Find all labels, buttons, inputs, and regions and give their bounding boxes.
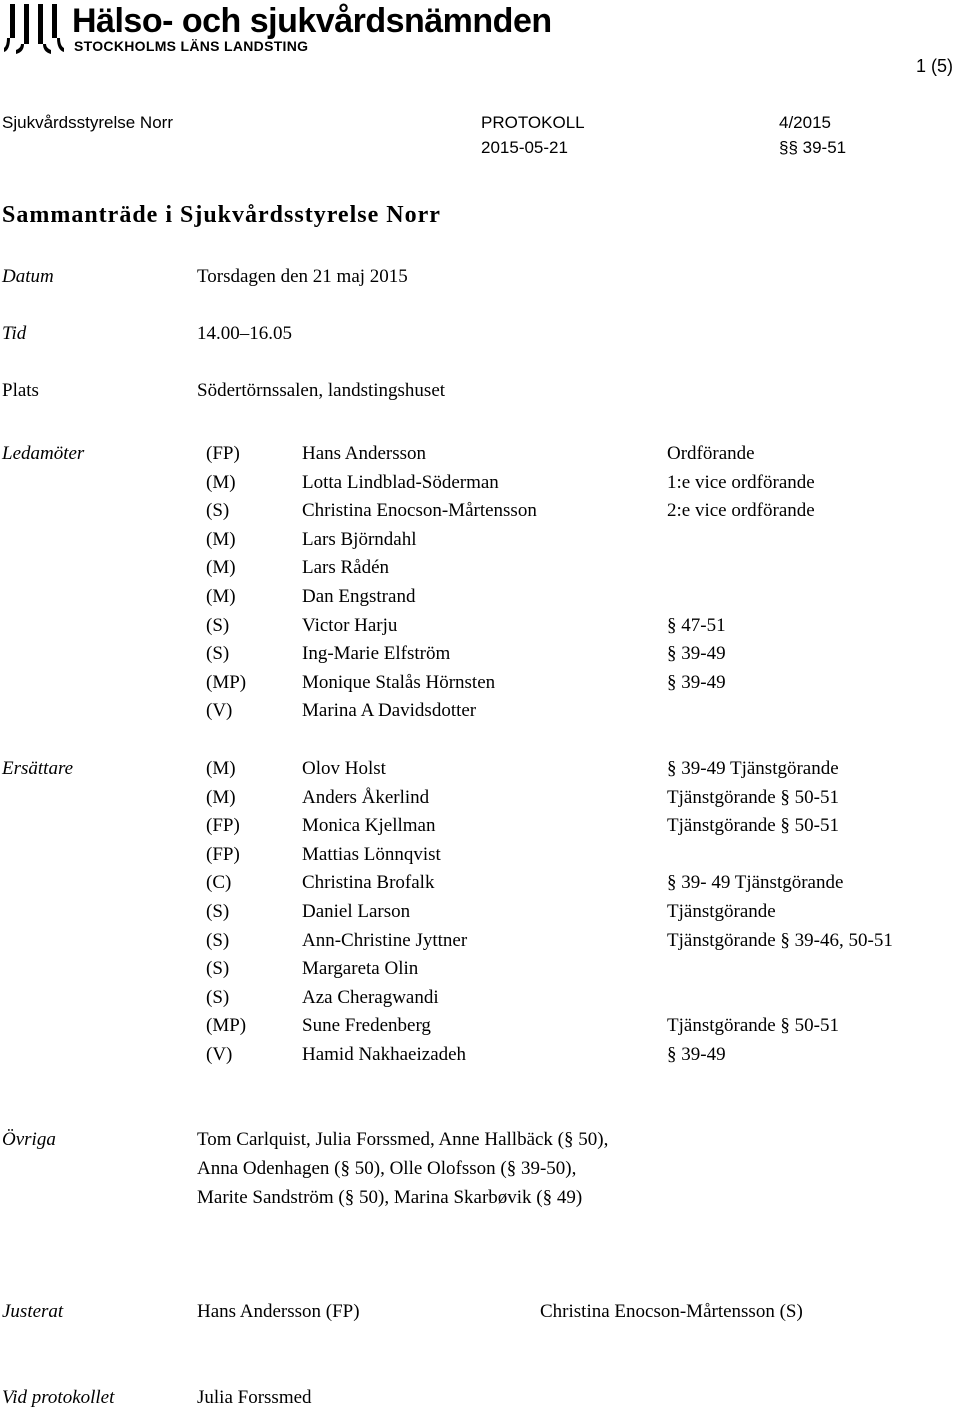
person-name: Lars Björndahl — [302, 528, 417, 550]
person-name: Monica Kjellman — [302, 815, 436, 837]
substitutes-label: Ersättare — [2, 758, 74, 779]
party-code: (C) — [206, 872, 232, 894]
table-row — [0, 844, 960, 872]
paragraph-range: §§ 39-51 — [779, 138, 847, 157]
date-value: Torsdagen den 21 maj 2015 — [197, 266, 408, 287]
party-code: (M) — [206, 471, 236, 493]
date-label: Datum — [2, 266, 54, 287]
table-row — [0, 700, 960, 728]
party-code: (M) — [206, 528, 236, 550]
others-label: Övriga — [2, 1129, 56, 1150]
party-code: (S) — [206, 929, 230, 951]
person-role: § 39-49 — [667, 1044, 726, 1065]
table-row — [0, 987, 960, 1015]
table-row — [0, 930, 960, 958]
recorder-label: Vid protokollet — [2, 1387, 115, 1408]
table-row — [0, 958, 960, 986]
table-row — [0, 758, 960, 786]
person-name: Hans Andersson — [302, 443, 427, 464]
person-role: Tjänstgörande § 50-51 — [667, 786, 840, 808]
table-row — [0, 1044, 960, 1072]
party-code: (V) — [206, 700, 233, 722]
table-row — [0, 472, 960, 500]
document-type: PROTOKOLL — [481, 113, 585, 132]
person-name: Dan Engstrand — [302, 586, 416, 607]
page-number: 1 (5) — [916, 56, 954, 76]
org-name: Hälso- och sjukvårdsnämnden — [72, 2, 552, 40]
person-role: 2:e vice ordförande — [667, 500, 815, 522]
person-role: § 39-49 — [667, 671, 726, 693]
page-title: Sammanträde i Sjukvårdsstyrelse Norr — [2, 202, 441, 228]
party-code: (FP) — [206, 443, 240, 464]
person-role: § 47-51 — [667, 614, 726, 636]
party-code: (MP) — [206, 1015, 247, 1037]
person-name: Hamid Nakhaeizadeh — [302, 1044, 467, 1065]
table-row — [0, 787, 960, 815]
person-name: Anders Åkerlind — [302, 786, 430, 808]
table-row — [0, 872, 960, 900]
committee-name: Sjukvårdsstyrelse Norr — [2, 113, 173, 132]
others-line: Marite Sandström (§ 50), Marina Skarbøvik (§ 49) — [197, 1187, 583, 1208]
party-code: (M) — [206, 786, 236, 808]
adjuster-first: Hans Andersson (FP) — [197, 1301, 360, 1322]
person-name: Marina A Davidsdotter — [302, 700, 477, 722]
person-name: Christina Brofalk — [302, 872, 435, 894]
table-row — [0, 529, 960, 557]
person-name: Ing-Marie Elfström — [302, 643, 451, 665]
sll-logo-icon — [4, 2, 66, 54]
party-code: (S) — [206, 901, 230, 922]
party-code: (FP) — [206, 843, 240, 865]
person-role: § 39-49 — [667, 643, 726, 665]
person-role: Tjänstgörande § 39-46, 50-51 — [667, 929, 893, 951]
party-code: (FP) — [206, 815, 240, 837]
document-number: 4/2015 — [779, 113, 831, 132]
person-role: Ordförande — [667, 443, 755, 464]
recorder-name: Julia Forssmed — [197, 1387, 312, 1408]
person-name: Lotta Lindblad-Söderman — [302, 471, 499, 493]
person-name: Sune Fredenberg — [302, 1015, 431, 1037]
table-row — [0, 643, 960, 671]
person-role: § 39-49 Tjänstgörande — [667, 758, 839, 779]
time-value: 14.00–16.05 — [197, 323, 292, 344]
person-name: Lars Rådén — [302, 557, 390, 579]
table-row — [0, 815, 960, 843]
table-row — [0, 615, 960, 643]
party-code: (V) — [206, 1044, 233, 1065]
table-row — [0, 1015, 960, 1043]
members-label: Ledamöter — [2, 443, 85, 464]
others-line: Tom Carlquist, Julia Forssmed, Anne Hallbäck (§ 50), — [197, 1129, 609, 1150]
person-name: Aza Cheragwandi — [302, 986, 439, 1008]
party-code: (S) — [206, 958, 230, 980]
person-name: Olov Holst — [302, 758, 386, 779]
party-code: (S) — [206, 614, 230, 636]
adjusted-label: Justerat — [2, 1301, 64, 1322]
party-code: (S) — [206, 986, 230, 1008]
time-label: Tid — [2, 323, 27, 344]
table-row — [0, 443, 960, 471]
person-name: Ann-Christine Jyttner — [302, 929, 468, 951]
party-code: (S) — [206, 500, 230, 522]
person-name: Daniel Larson — [302, 901, 411, 922]
document-date: 2015-05-21 — [481, 138, 568, 157]
adjuster-second: Christina Enocson-Mårtensson (S) — [540, 1301, 803, 1322]
person-role: Tjänstgörande § 50-51 — [667, 1015, 840, 1037]
person-role: Tjänstgörande § 50-51 — [667, 815, 840, 837]
person-name: Christina Enocson-Mårtensson — [302, 500, 537, 522]
others-line: Anna Odenhagen (§ 50), Olle Olofsson (§ 39-50), — [197, 1158, 577, 1179]
party-code: (S) — [206, 643, 230, 665]
party-code: (M) — [206, 758, 236, 779]
org-subtitle: STOCKHOLMS LÄNS LANDSTING — [74, 38, 309, 54]
person-name: Margareta Olin — [302, 958, 419, 980]
table-row — [0, 672, 960, 700]
place-value: Södertörnssalen, landstingshuset — [197, 380, 446, 401]
party-code: (MP) — [206, 671, 247, 693]
person-role: § 39- 49 Tjänstgörande — [667, 872, 844, 894]
person-name: Monique Stalås Hörnsten — [302, 671, 496, 693]
party-code: (M) — [206, 557, 236, 579]
table-row — [0, 901, 960, 929]
person-role: Tjänstgörande — [667, 901, 776, 922]
table-row — [0, 557, 960, 585]
party-code: (M) — [206, 586, 236, 607]
person-role: 1:e vice ordförande — [667, 471, 815, 493]
place-label: Plats — [2, 380, 39, 401]
table-row — [0, 586, 960, 614]
person-name: Mattias Lönnqvist — [302, 843, 441, 865]
table-row — [0, 500, 960, 528]
person-name: Victor Harju — [302, 614, 398, 636]
